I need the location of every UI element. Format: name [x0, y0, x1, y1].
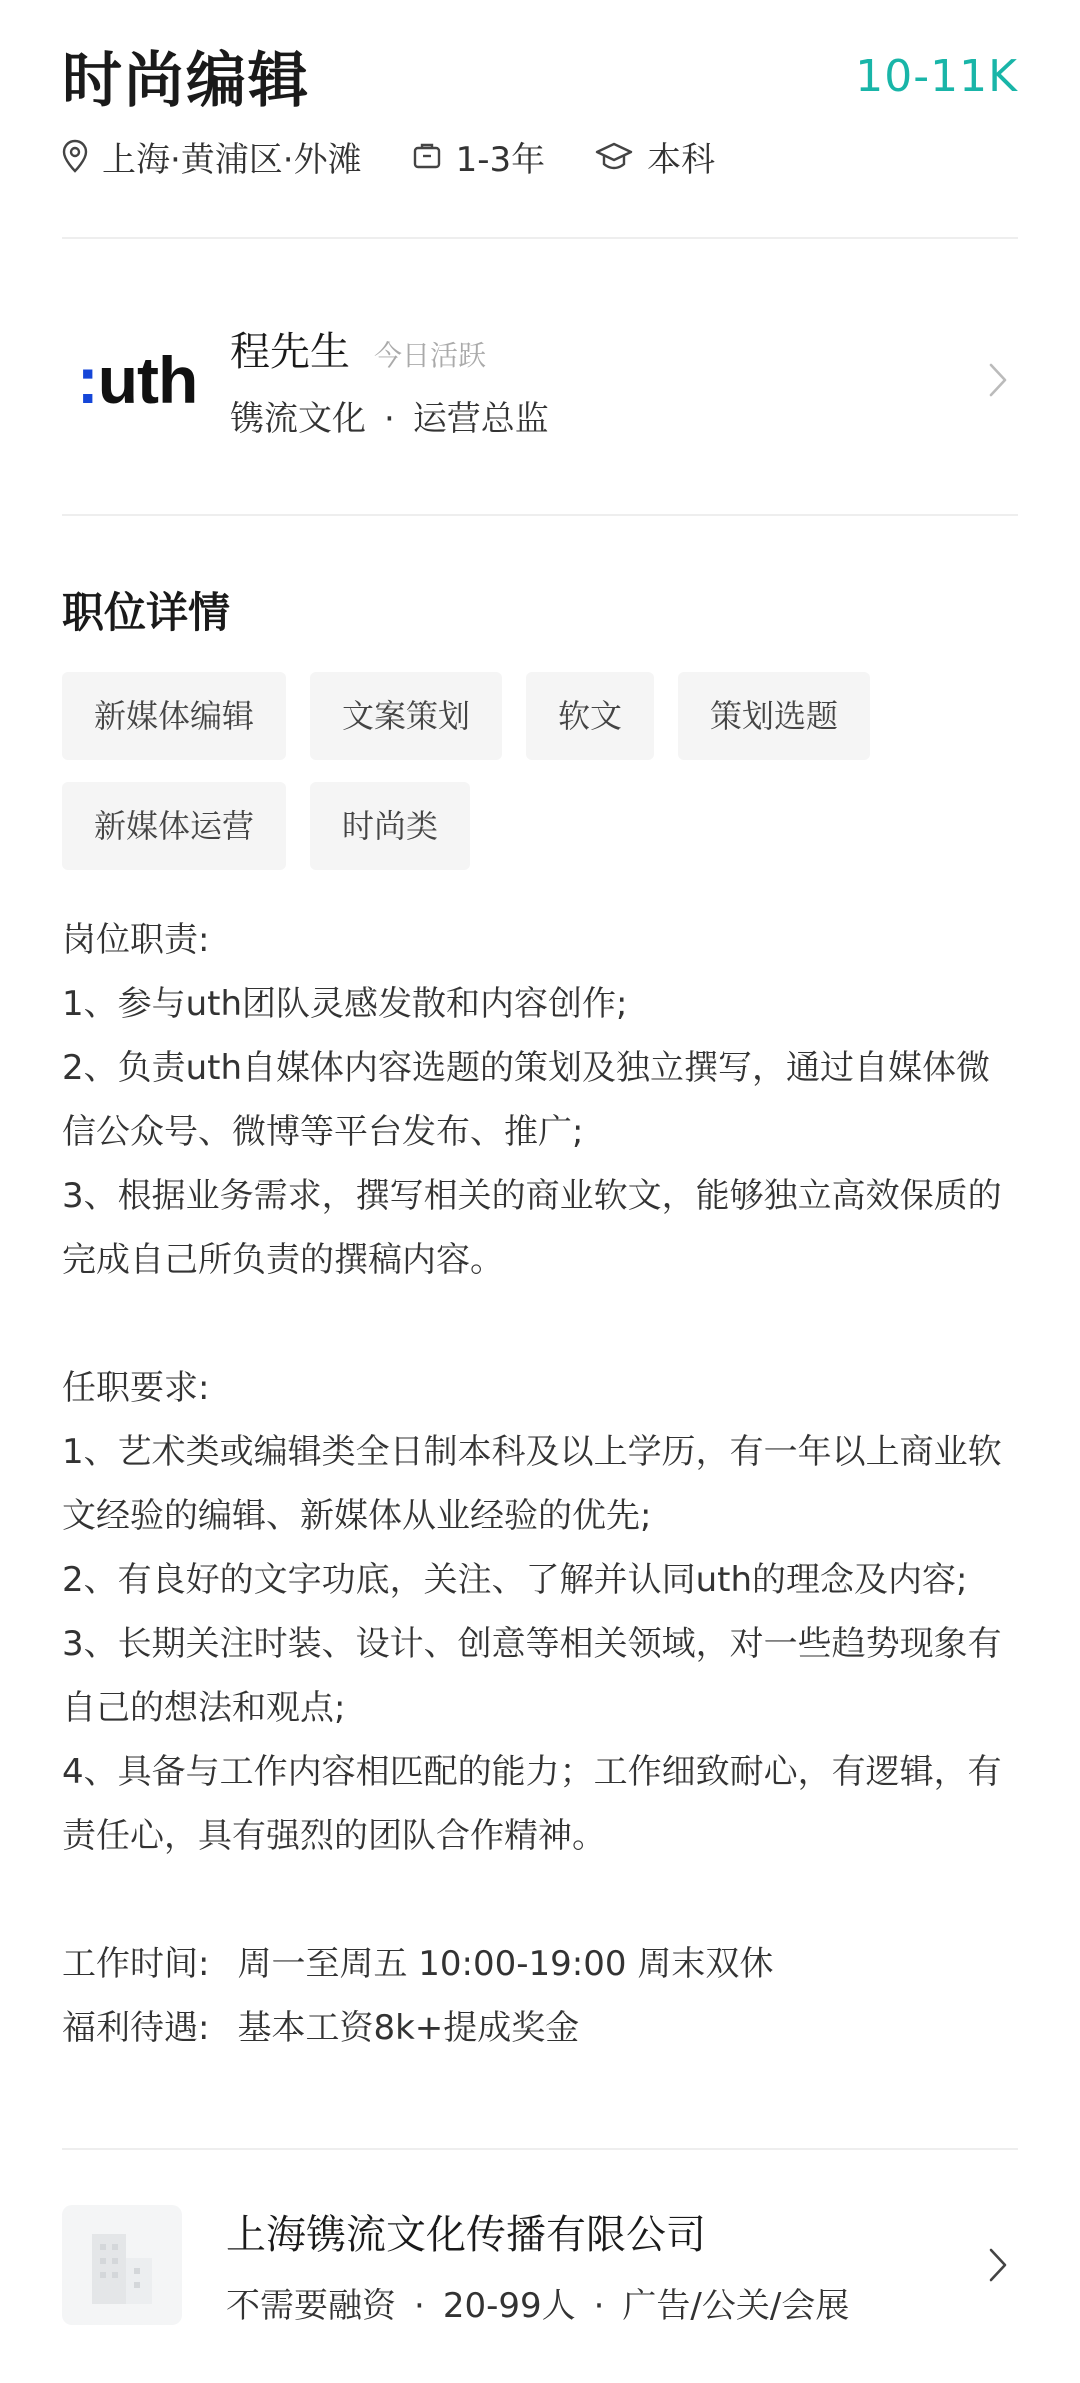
education-text: 本科: [647, 139, 716, 180]
requirements-title: 任职要求:: [62, 1368, 210, 1408]
work-time-row: [62, 1932, 1018, 1996]
requirement-item: 4、具备与工作内容相匹配的能力；工作细致耐心，有逻辑，有责任心，具有强烈的团队合作精神。: [62, 1752, 1002, 1856]
separator-dot: ·: [384, 399, 395, 439]
recruiter-info: [230, 320, 978, 440]
work-time-value: 周一至周五 10:00-19:00 周末双休: [237, 1944, 774, 1984]
divider: [62, 2148, 1018, 2150]
job-description: [62, 908, 1018, 2060]
location-pin-icon: [62, 139, 88, 173]
job-header: [62, 36, 1018, 116]
requirement-item: 1、艺术类或编辑类全日制本科及以上学历，有一年以上商业软文经验的编辑、新媒体从业经验的优先;: [62, 1432, 1002, 1536]
job-title: 时尚编辑: [62, 46, 310, 116]
divider: [62, 237, 1018, 239]
building-icon: [62, 2205, 182, 2325]
tag: 新媒体编辑: [62, 672, 286, 760]
company-industry: 广告/公关/会展: [622, 2286, 850, 2326]
duty-item: 1、参与uth团队灵感发散和内容创作;: [62, 984, 628, 1024]
experience-item: [412, 132, 546, 181]
company-info: [226, 2203, 978, 2327]
company-card[interactable]: [62, 2195, 1018, 2335]
tag: 策划选题: [678, 672, 870, 760]
briefcase-icon: [412, 141, 442, 171]
recruiter-name: 程先生: [230, 329, 350, 375]
graduation-cap-icon: [595, 141, 633, 171]
location-item: [62, 132, 362, 181]
company-name: 上海镌流文化传播有限公司: [226, 2212, 706, 2258]
benefits-row: [62, 1996, 1018, 2060]
tag: 时尚类: [310, 782, 470, 870]
company-funding: 不需要融资: [226, 2286, 396, 2326]
tag: 文案策划: [310, 672, 502, 760]
benefits-label: 福利待遇:: [62, 2008, 210, 2048]
duties-title: 岗位职责:: [62, 920, 210, 960]
requirement-item: 3、长期关注时装、设计、创意等相关领域，对一些趋势现象有自己的想法和观点;: [62, 1624, 1002, 1728]
divider: [62, 514, 1018, 516]
duty-item: 2、负责uth自媒体内容选题的策划及独立撰写，通过自媒体微信公众号、微博等平台发布、推广;: [62, 1048, 991, 1152]
recruiter-card[interactable]: [62, 290, 1018, 470]
chevron-right-icon: [978, 2247, 1018, 2283]
separator-dot: ·: [593, 2286, 605, 2326]
recruiter-role: 运营总监: [412, 399, 549, 439]
logo-word: uth: [97, 343, 198, 417]
company-logo: [62, 305, 212, 455]
skill-tags: [62, 672, 1018, 892]
duty-item: 3、根据业务需求，撰写相关的商业软文，能够独立高效保质的完成自己所负责的撰稿内容。: [62, 1176, 1002, 1280]
tag: 新媒体运营: [62, 782, 286, 870]
recruiter-status: 今日活跃: [374, 339, 487, 372]
logo-colon: :: [76, 343, 98, 417]
salary: 10-11K: [855, 50, 1018, 102]
company-size: 20-99人: [442, 2286, 576, 2326]
benefits-value: 基本工资8k+提成奖金: [237, 2008, 580, 2048]
job-meta: [62, 128, 1018, 184]
recruiter-company: 镌流文化: [230, 399, 366, 439]
experience-text: 1-3年: [455, 139, 546, 180]
location-text: 上海·黄浦区·外滩: [102, 139, 362, 180]
tag: 软文: [526, 672, 654, 760]
chevron-right-icon: [978, 362, 1018, 398]
company-meta: [226, 2278, 978, 2327]
section-title: 职位详情: [62, 588, 231, 637]
education-item: [595, 132, 715, 181]
work-time-label: 工作时间:: [62, 1944, 210, 1984]
separator-dot: ·: [414, 2286, 425, 2326]
requirement-item: 2、有良好的文字功底，关注、了解并认同uth的理念及内容;: [62, 1560, 968, 1600]
